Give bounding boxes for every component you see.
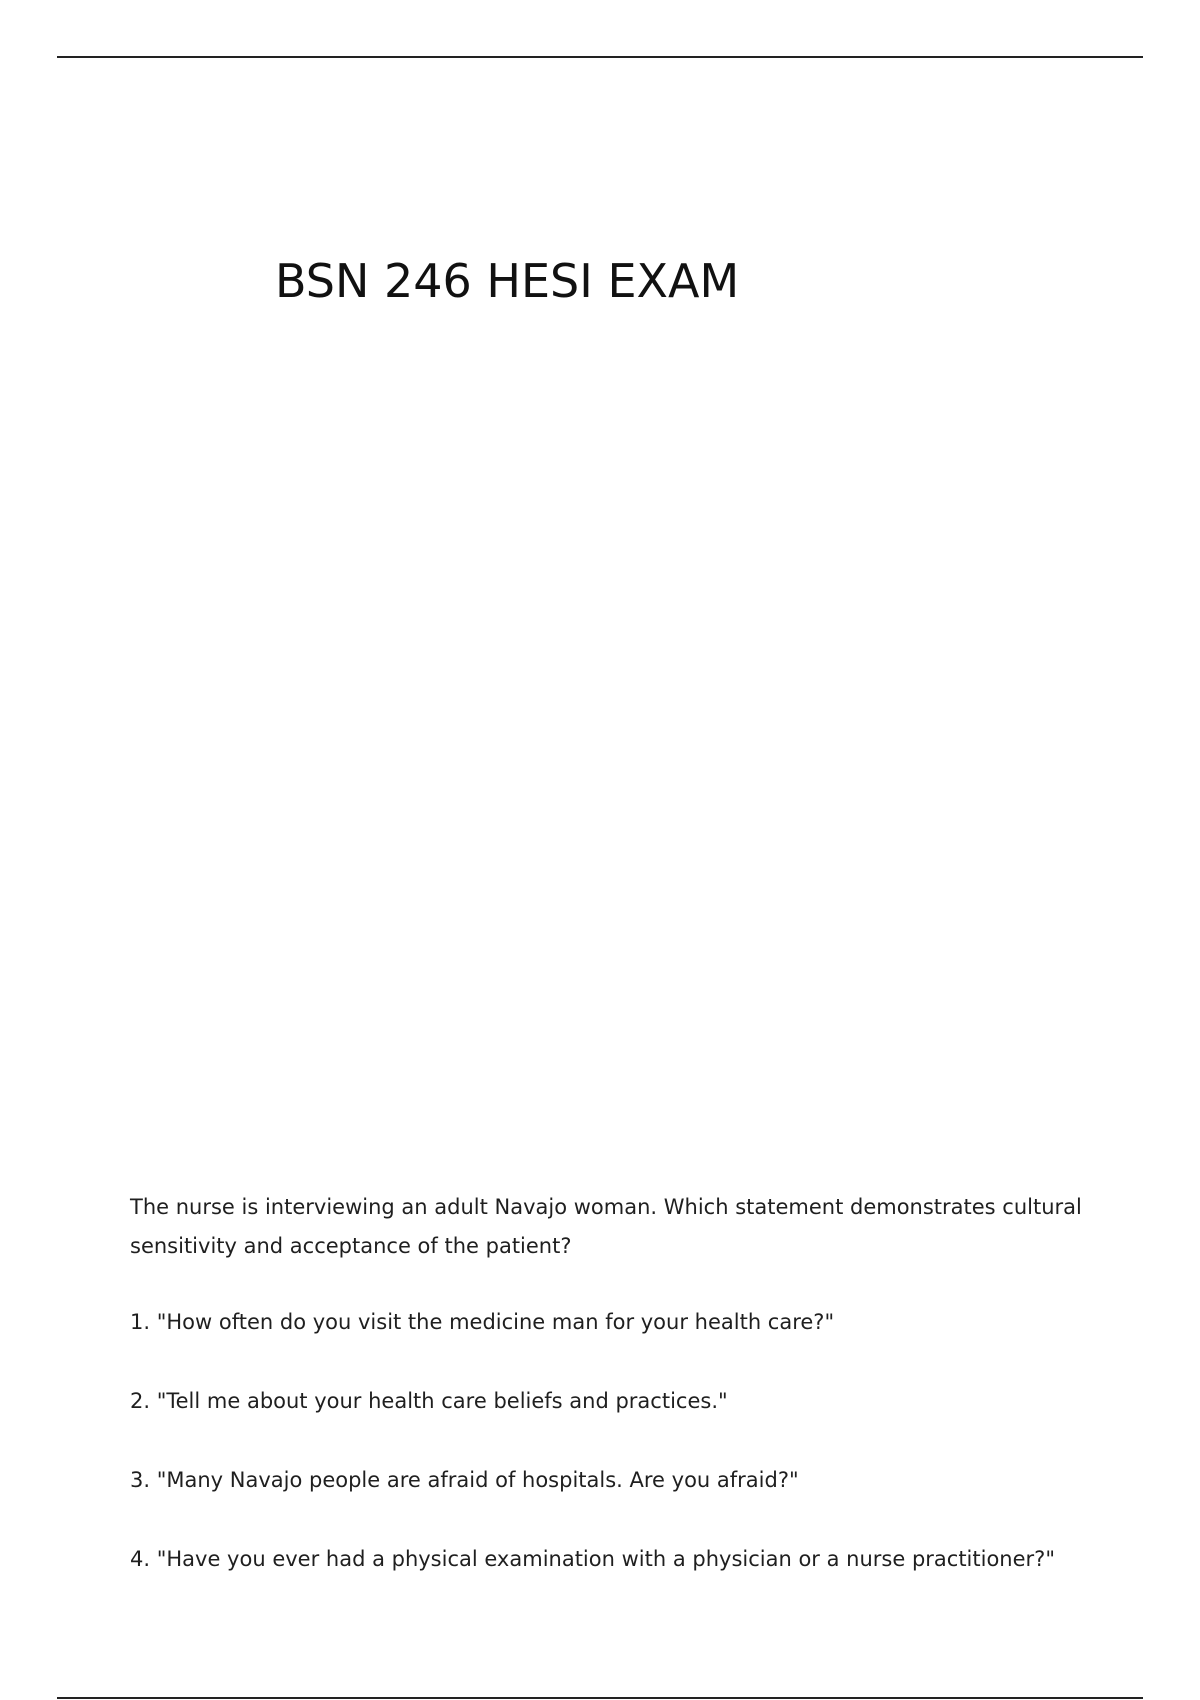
header-rule <box>57 56 1143 58</box>
answer-option: 2. "Tell me about your health care beliefs and practices." <box>130 1389 728 1413</box>
document-title: BSN 246 HESI EXAM <box>275 254 740 308</box>
footer-rule <box>57 1697 1143 1699</box>
question-block <box>130 1188 1090 1571</box>
question-stem: The nurse is interviewing an adult Navajo woman. Which statement demonstrates cultural sensitivity and acceptance of the patient? <box>130 1195 1082 1258</box>
answer-option: 1. "How often do you visit the medicine man for your health care?" <box>130 1310 835 1334</box>
answer-option: 3. "Many Navajo people are afraid of hospitals. Are you afraid?" <box>130 1468 799 1492</box>
answer-option: 4. "Have you ever had a physical examination with a physician or a nurse practitioner?" <box>130 1547 1055 1571</box>
